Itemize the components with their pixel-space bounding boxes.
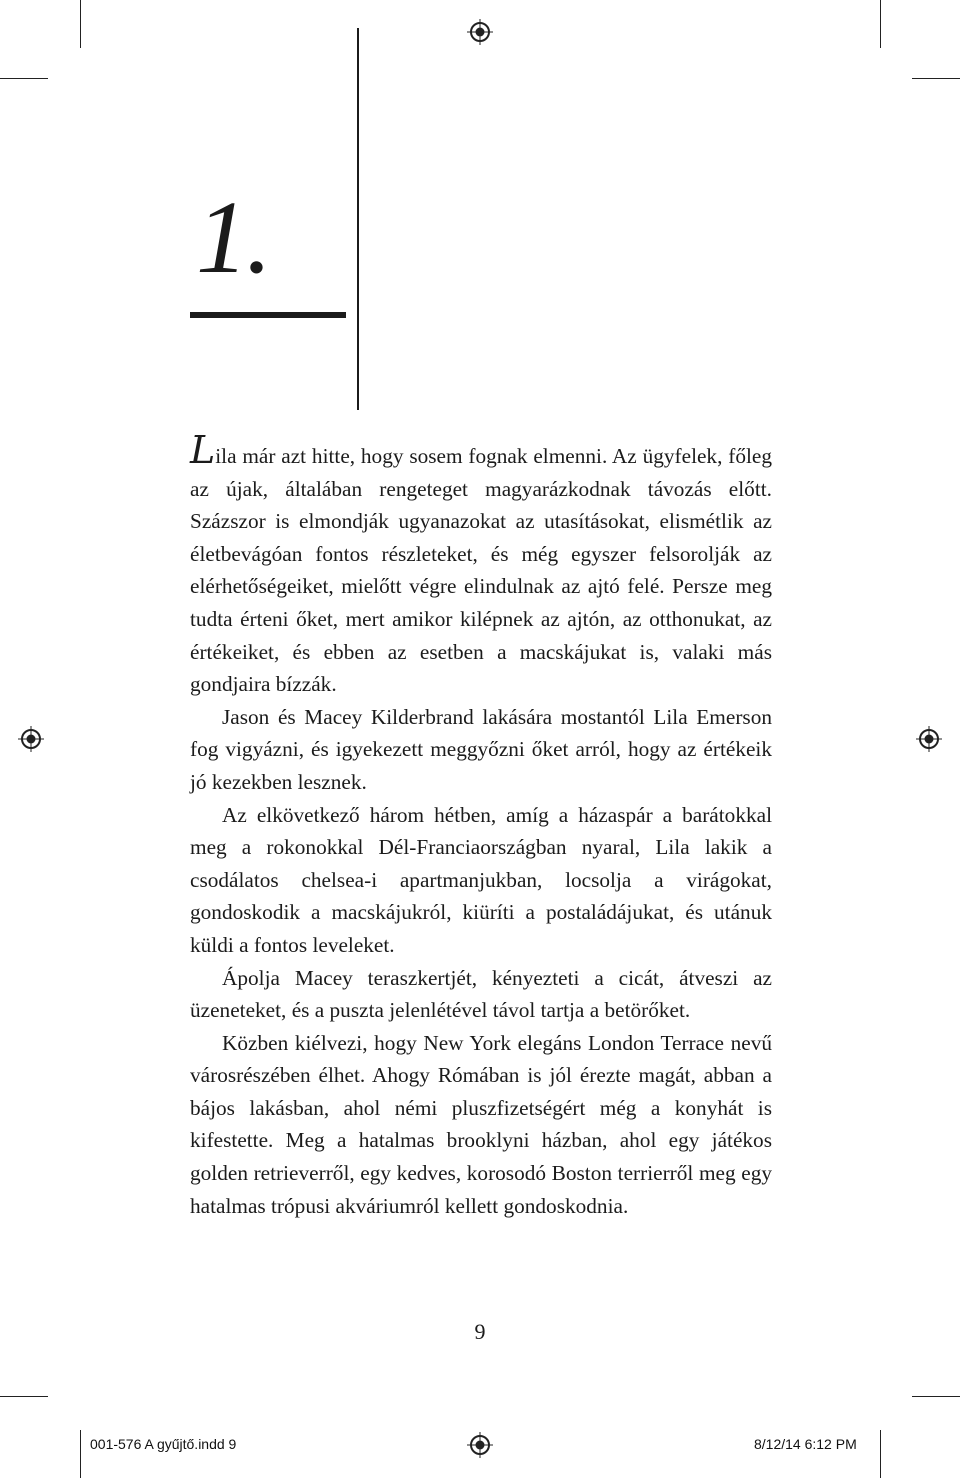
page-number: 9 (474, 1319, 486, 1344)
paragraph: Ápolja Macey teraszkertjét, kényezteti a cicát, átveszi az üzeneteket, és a puszta jelenlétével távol tartja a betörőket. (190, 965, 772, 1023)
crop-mark (0, 78, 48, 79)
chapter-number: 1. (196, 180, 270, 295)
chapter-vertical-rule (357, 28, 359, 410)
paragraph: Jason és Macey Kilderbrand lakására mostantól Lila Emerson fog vigyázni, és igyekezett meggyőzni őket arról, hogy az értékeik jó kezekben lesznek. (190, 704, 772, 794)
crop-mark (912, 1396, 960, 1397)
paragraph: Lila már azt hitte, hogy sosem fognak elmenni. Az ügyfelek, főleg az újak, általában rengeteget magyarázkodnak távozás előtt. Százszor is elmondják ugyanazokat az utasításokat, elismétlik az életbevágóan fontos részleteket, és még egyszer felsorolják az elérhetőségeiket, mielőtt végre elindulnak az ajtó felé. Persze meg tudta érteni őket, mert amikor kilépnek az ajtón, az otthonukat, az értékeiket, és ebben az esetben a macskájukat is, valaki más gondjaira bízzák. (190, 428, 772, 697)
paragraph: Az elkövetkező három hétben, amíg a házaspár a barátokkal meg a rokonokkal Dél-Franciaországban nyaral, Lila lakik a csodálatos chelsea-i apartmanjukban, locsolja a virágokat, gondoskodik a macskájukról, kiüríti a postaládájukat, és utánuk küldi a fontos leveleket. (190, 802, 772, 957)
crop-mark (0, 1396, 48, 1397)
crop-mark (80, 1430, 81, 1478)
crop-mark (880, 0, 881, 48)
crop-mark (912, 78, 960, 79)
registration-mark-icon (467, 1432, 493, 1458)
chapter-body (190, 428, 772, 1222)
crop-mark (80, 0, 81, 48)
registration-mark-icon (916, 726, 942, 752)
chapter-underline (190, 312, 346, 318)
slug-timestamp: 8/12/14 6:12 PM (754, 1436, 857, 1452)
slug-filename: 001-576 A gyűjtő.indd 9 (90, 1436, 237, 1452)
dropcap: L (190, 428, 216, 472)
paragraph: Közben kiélvezi, hogy New York elegáns London Terrace nevű városrészében élhet. Ahogy Rómában is jól érezte magát, abban a bájos lakásban, ahol némi pluszfizetségért még a konyhát is kifestette. Meg a hatalmas brooklyni házban, ahol egy játékos golden retrieverről, egy kedves, korosodó Boston terrierről meg egy hatalmas trópusi akváriumról kellett gondoskodnia. (190, 1030, 772, 1218)
crop-mark (880, 1430, 881, 1478)
registration-mark-icon (467, 19, 493, 45)
registration-mark-icon (18, 726, 44, 752)
